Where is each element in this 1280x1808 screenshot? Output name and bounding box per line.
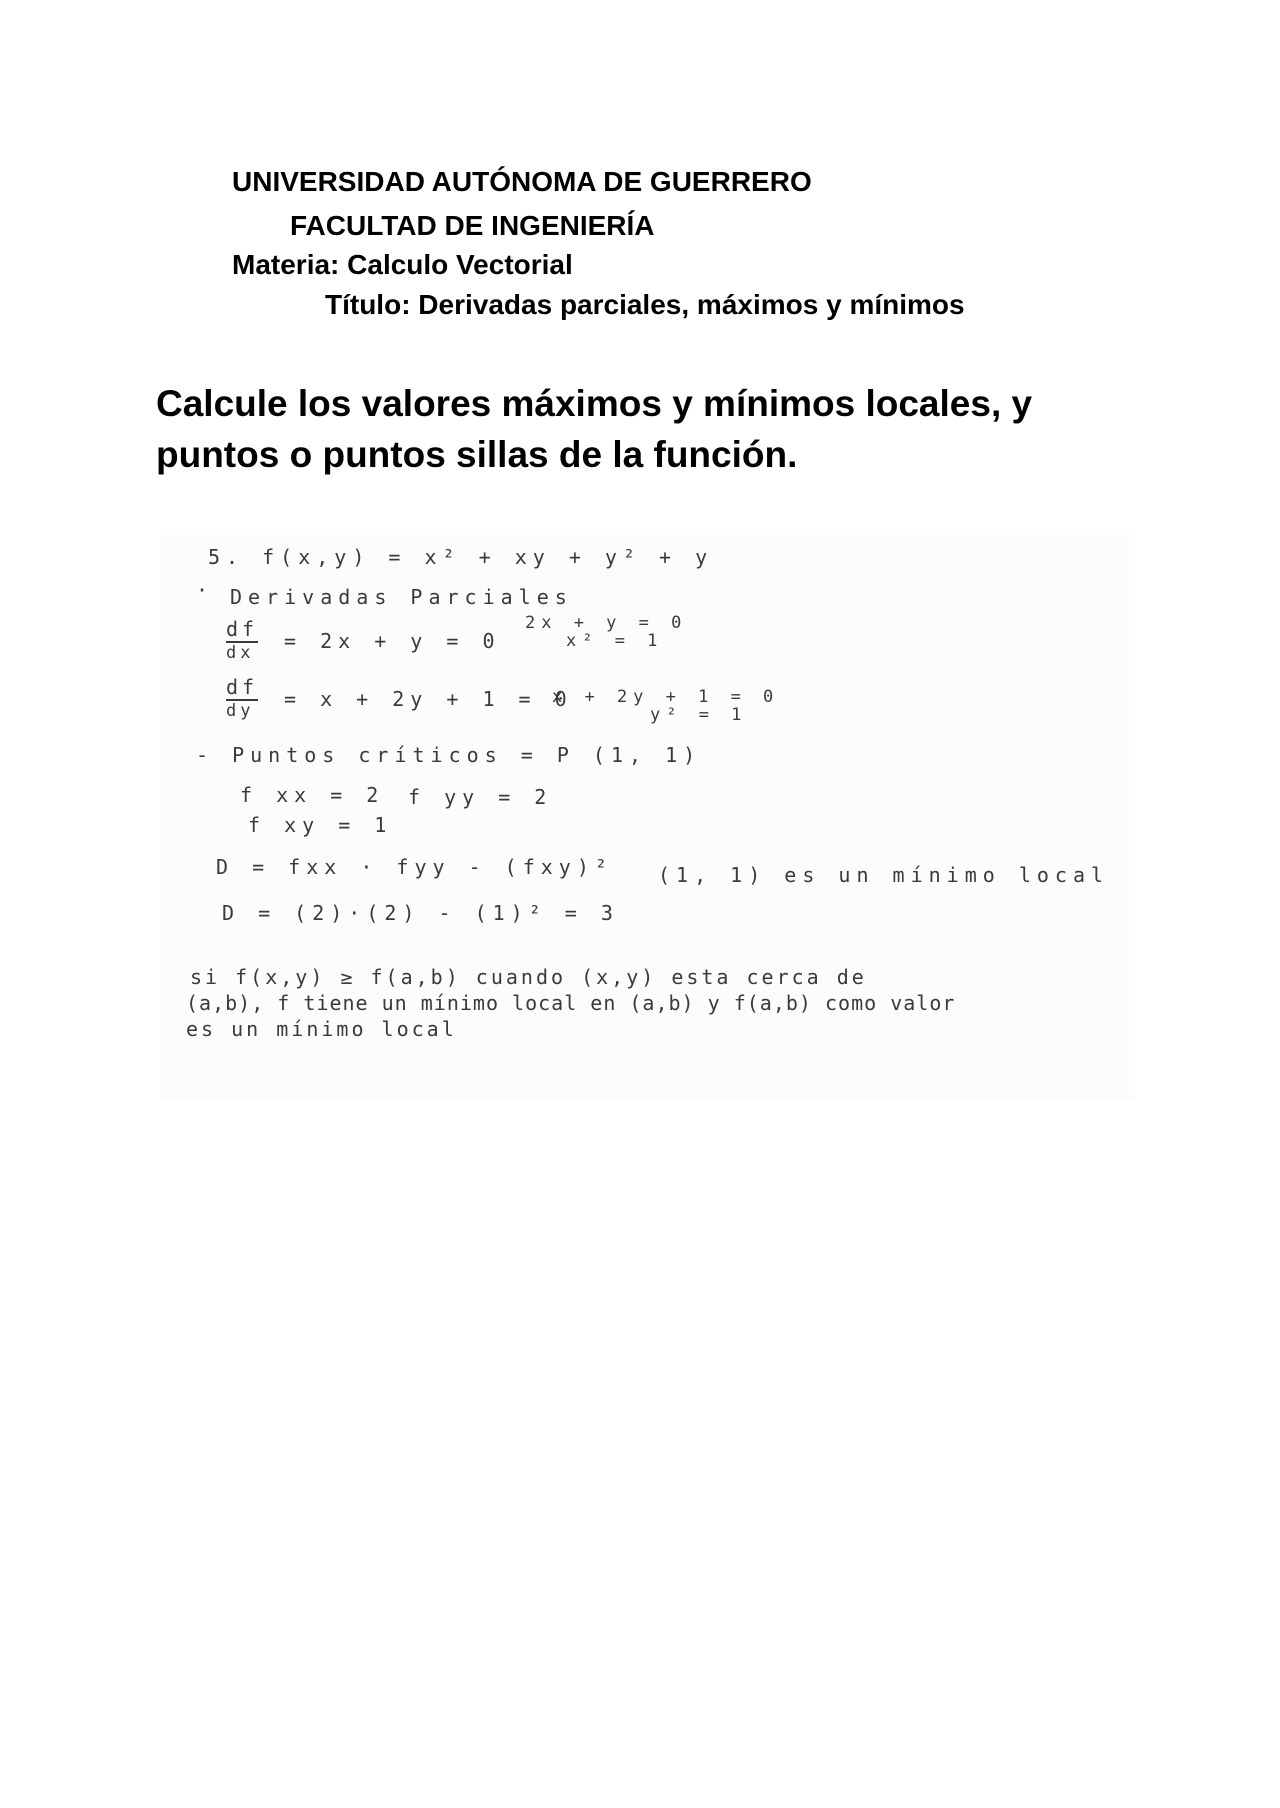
system2-equation-a: x + 2y + 1 = 0	[552, 687, 780, 707]
note-line-1: si f(x,y) ≥ f(a,b) cuando (x,y) esta cerca de	[190, 965, 867, 989]
dfdx-denominator: dx	[226, 643, 255, 663]
conclusion-text: (1, 1) es un mínimo local	[658, 863, 1110, 887]
dfdy-equation: = x + 2y + 1 = 0	[284, 687, 573, 711]
fxy-value: f xy = 1	[248, 813, 393, 837]
bullet-mark: ·	[196, 578, 215, 602]
critical-points: - Puntos críticos = P (1, 1)	[196, 743, 702, 767]
dfdy-numerator: df	[226, 675, 259, 699]
partials-heading: Derivadas Parciales	[230, 585, 573, 609]
note-line-3: es un mínimo local	[186, 1017, 457, 1041]
note-line-2: (a,b), f tiene un mínimo local en (a,b) y f(a,b) como valor	[186, 991, 956, 1015]
dfdy-fraction	[226, 677, 258, 720]
system2-equation-b: y² = 1	[650, 705, 748, 725]
problem-statement: 5. f(x,y) = x² + xy + y² + y	[208, 545, 714, 569]
fxx-value: f xx = 2	[240, 783, 385, 807]
problem-prompt: Calcule los valores máximos y mínimos locales, y puntos o puntos sillas de la función.	[156, 383, 1033, 475]
faculty-name: FACULTAD DE INGENIERÍA	[290, 210, 655, 241]
system1-equation-b: x² = 1	[566, 631, 664, 651]
system1-equation-a: 2x + y = 0	[525, 613, 688, 633]
title-line: Título: Derivadas parciales, máximos y mínimos	[325, 289, 965, 320]
university-name: UNIVERSIDAD AUTÓNOMA DE GUERRERO	[232, 166, 812, 197]
handwritten-solution-scan	[160, 535, 1135, 1100]
subject-line: Materia: Calculo Vectorial	[232, 249, 573, 280]
dfdx-equation: = 2x + y = 0	[284, 629, 501, 653]
fyy-value: f yy = 2	[408, 785, 553, 809]
dfdy-denominator: dy	[226, 701, 255, 721]
dfdx-numerator: df	[226, 617, 259, 641]
discriminant-formula: D = fxx · fyy - (fxy)²	[216, 855, 613, 879]
dfdx-fraction	[226, 619, 258, 662]
discriminant-value: D = (2)·(2) - (1)² = 3	[222, 901, 619, 925]
